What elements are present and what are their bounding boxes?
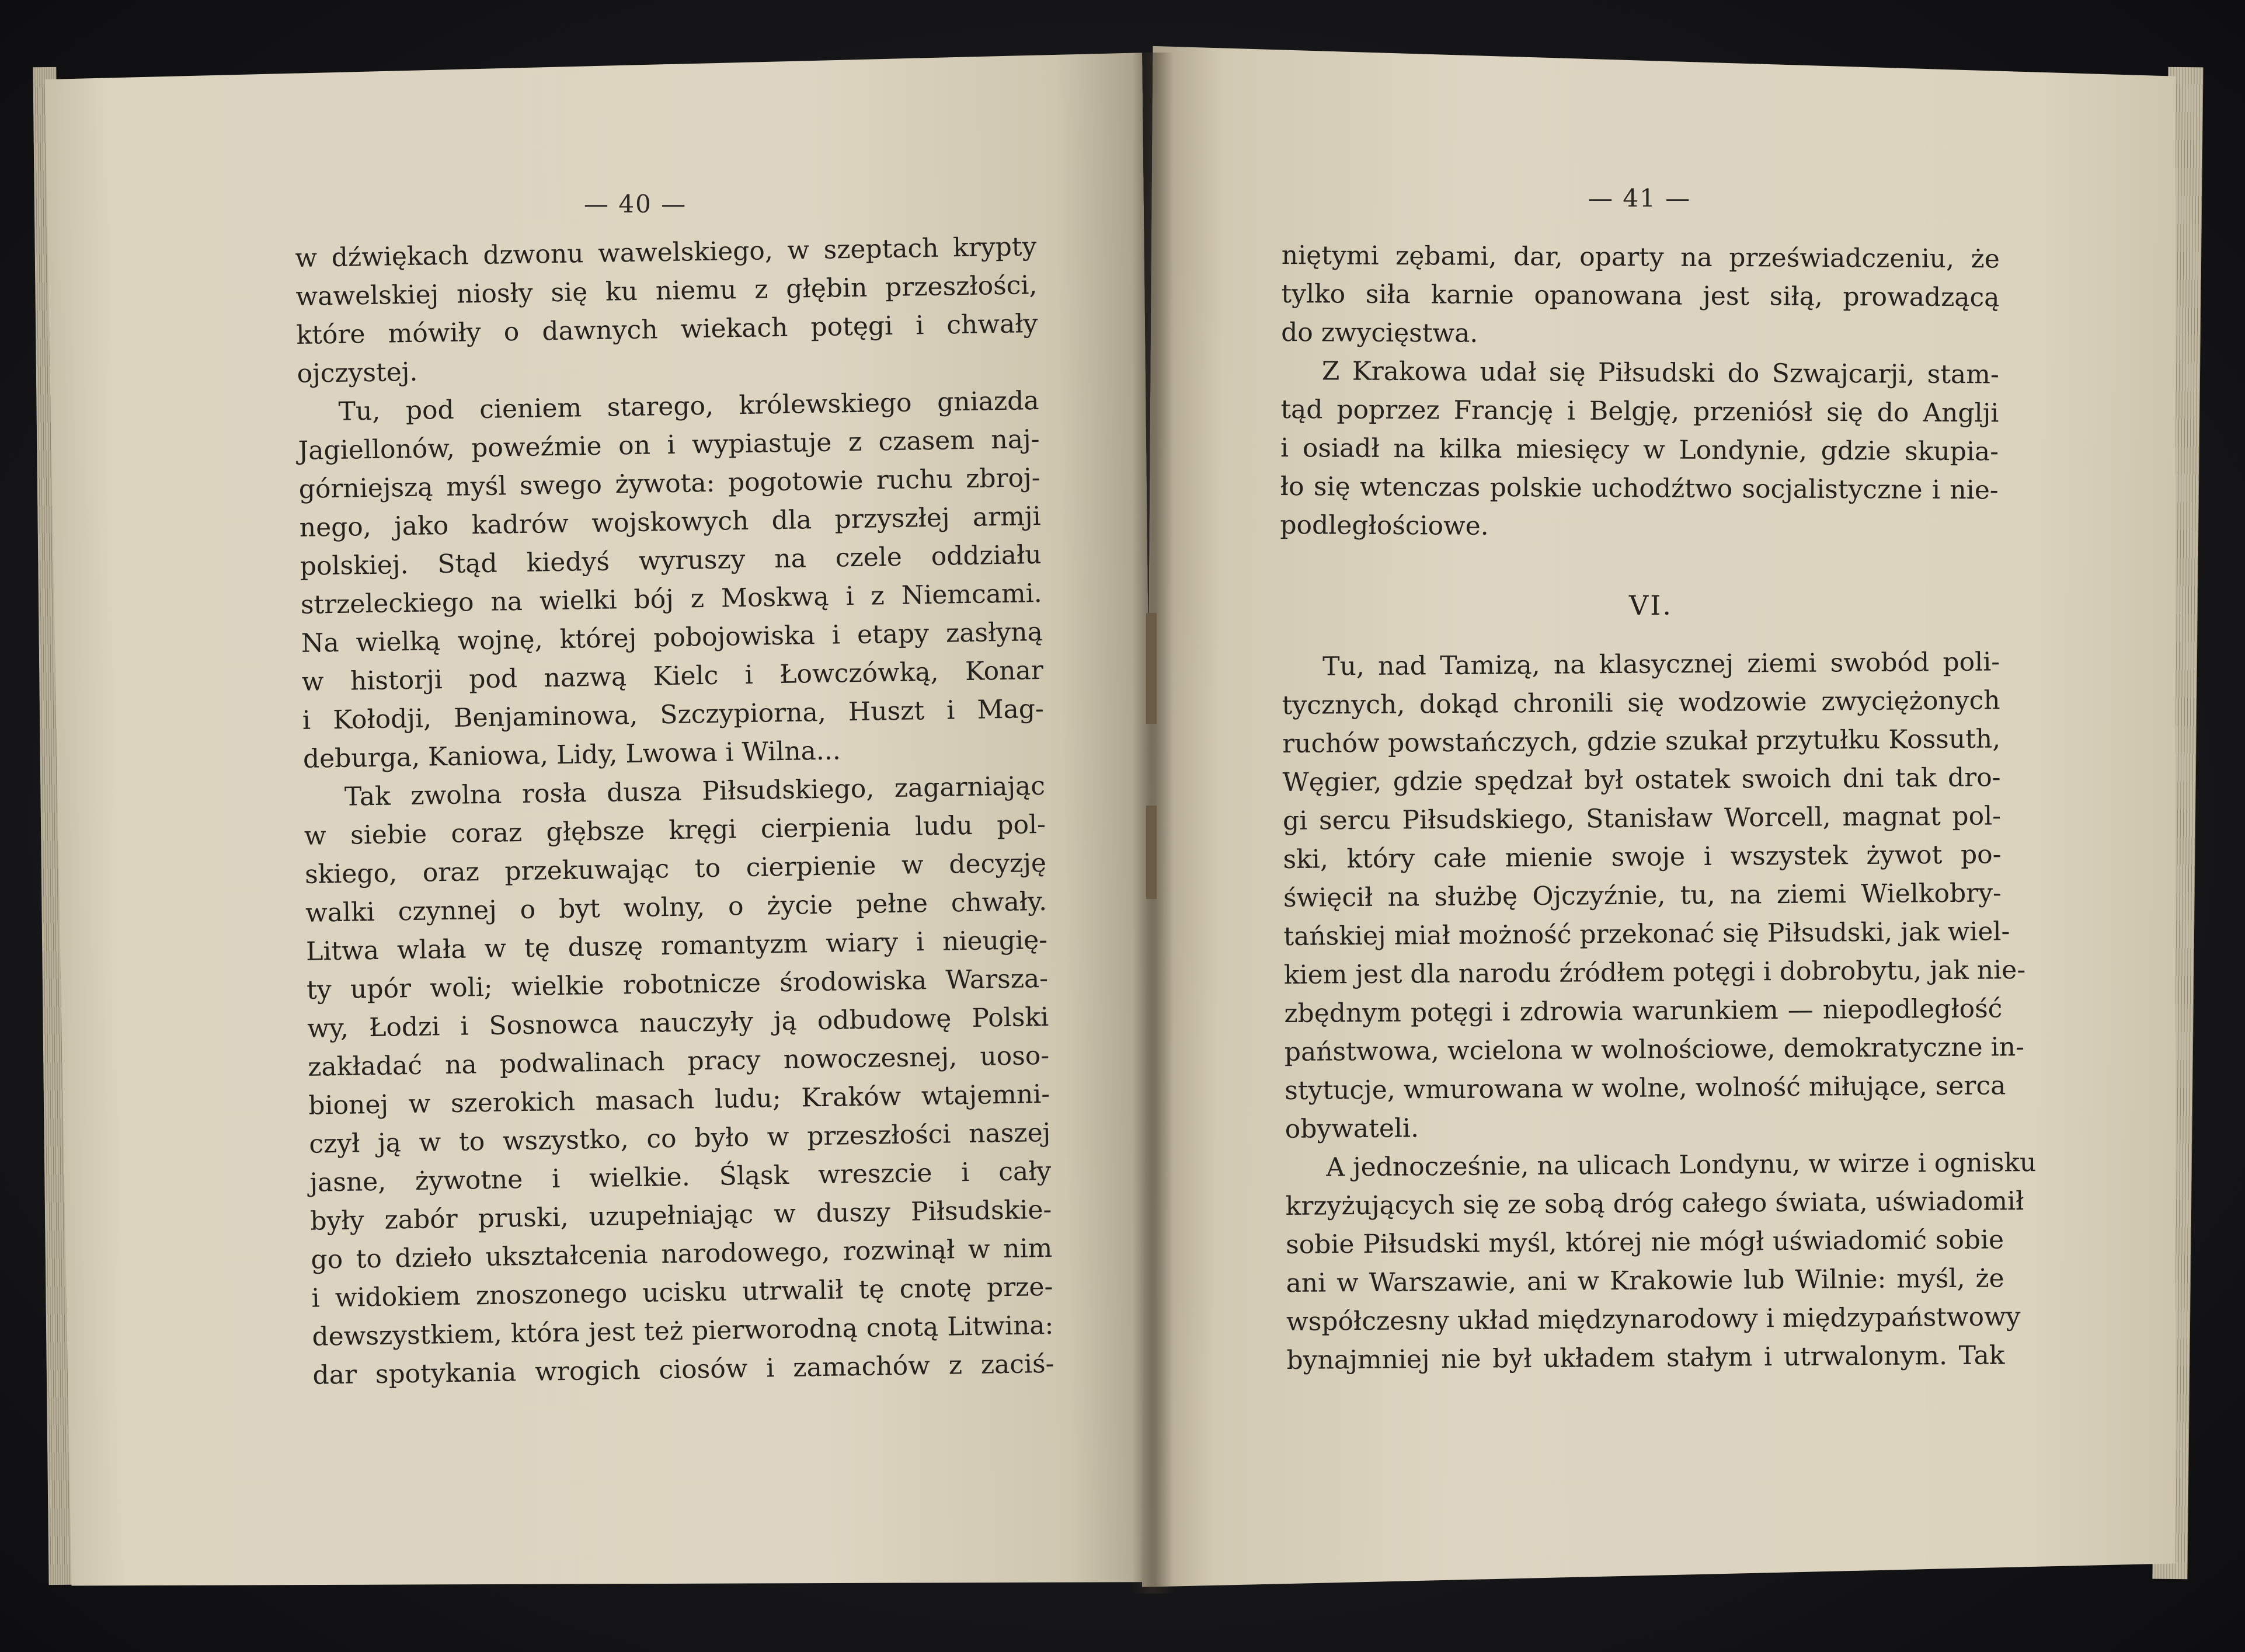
text-line: nego, jako kadrów wojskowych dla przyszłej armji [299, 501, 1042, 543]
text-line: walki czynnej o byt wolny, o życie pełne chwały. [305, 886, 1047, 928]
text-line: ojczystej. [297, 357, 418, 389]
right-page-number: — 41 — [1588, 184, 1691, 212]
chapter-heading: VI. [1629, 590, 1673, 621]
text-line: do zwycięstwa. [1281, 317, 1478, 348]
text-line: podległościowe. [1280, 510, 1489, 541]
text-line: i osiadł na kilka miesięcy w Londynie, gdzie skupia- [1280, 433, 1999, 467]
text-line: A jednocześnie, na ulicach Londynu, w wirze i ognisku [1326, 1147, 2037, 1183]
text-line: które mówiły o dawnych wiekach potęgi i chwały [296, 309, 1038, 350]
text-line: bynajmniej nie był układem stałym i utrwalonym. Tak [1286, 1340, 2005, 1375]
text-line: ło się wtenczas polskie uchodźtwo socjalistyczne i nie- [1280, 471, 1999, 506]
text-line: w dźwiękach dzwonu wawelskiego, w szeptach krypty [295, 232, 1037, 273]
text-line: ani w Warszawie, ani w Krakowie lub Wilnie: myśl, że [1286, 1263, 2004, 1298]
text-line: Tu, pod cieniem starego, królewskiego gniazda [338, 386, 1039, 427]
text-line: tylko siła karnie opanowana jest siłą, prowadzącą [1281, 278, 2000, 313]
text-line: ruchów powstańczych, gdzie szukał przytułku Kossuth, [1282, 724, 2001, 759]
text-line: tycznych, dokąd chronili się wodzowie zwyciężonych [1282, 685, 2000, 720]
text-line: i Kołodji, Benjaminowa, Szczypiorna, Huszt i Mag- [302, 693, 1045, 736]
text-line: dewszystkiem, która jest też pierworodną cnotą Litwina: [312, 1310, 1054, 1352]
text-line: obywateli. [1285, 1113, 1419, 1144]
text-line: go to dzieło ukształcenia narodowego, rozwinął w nim [311, 1233, 1053, 1275]
text-line: deburga, Kaniowa, Lidy, Lwowa i Wilna... [302, 736, 841, 774]
text-line: zakładać na podwalinach pracy nowoczesnej, uoso- [307, 1040, 1050, 1082]
text-line: w historji pod nazwą Kielc i Łowczówką, Konar [301, 655, 1044, 697]
text-line: bionej w szerokich masach ludu; Kraków wtajemni- [308, 1079, 1050, 1121]
binding-stitch [1146, 806, 1157, 899]
text-line: i widokiem znoszonego ucisku utrwalił tę cnotę prze- [311, 1271, 1053, 1313]
text-line: w siebie coraz głębsze kręgi cierpienia ludu pol- [304, 809, 1046, 851]
text-line: niętymi zębami, dar, oparty na przeświadczeniu, że [1281, 240, 2000, 274]
right-page-text-bottom [1282, 643, 2037, 1380]
text-line: strzeleckiego na wielki bój z Moskwą i z Niemcami. [300, 578, 1043, 620]
left-page-number: — 40 — [584, 190, 687, 218]
text-line: polskiej. Stąd kiedyś wyruszy na czele oddziału [300, 539, 1042, 581]
text-line: wy, Łodzi i Sosnowca nauczyły ją odbudowę Polski [307, 1002, 1049, 1044]
left-page-text [295, 228, 1054, 1395]
text-line: współczesny układ międzynarodowy i międzypaństwowy [1286, 1302, 2021, 1337]
text-line: Tak zwolna rosła dusza Piłsudskiego, zagarniając [344, 771, 1046, 812]
text-line: kiem jest dla narodu źródłem potęgi i dobrobytu, jak nie- [1283, 955, 2026, 990]
text-line: zbędnym potęgi i zdrowia warunkiem — niepodległość [1284, 994, 2003, 1029]
text-line: górniejszą myśl swego żywota: pogotowie ruchu zbroj- [298, 463, 1040, 504]
text-line: sobie Piłsudski myśl, której nie mógł uświadomić sobie [1285, 1225, 2004, 1260]
text-line: Litwa wlała w tę duszę romantyzm wiary i nieugię- [305, 925, 1048, 967]
text-line: skiego, oraz przekuwając to cierpienie w decyzję [304, 848, 1047, 890]
text-line: tąd poprzez Francję i Belgję, przeniósł się do Anglji [1280, 394, 1999, 428]
binding-stitch [1146, 613, 1157, 724]
text-line: Węgier, gdzie spędzał był ostatek swoich dni tak dro- [1282, 762, 2001, 797]
text-line: czył ją w to wszystko, co było w przeszłości naszej [308, 1117, 1051, 1159]
text-line: dar spotykania wrogich ciosów i zamachów z zaciś- [312, 1348, 1054, 1390]
text-line: ski, który całe mienie swoje i wszystek żywot po- [1283, 839, 2002, 874]
text-line: Z Krakowa udał się Piłsudski do Szwajcarji, stam- [1321, 356, 1999, 390]
text-line: wawelskiej niosły się ku niemu z głębin przeszłości, [295, 270, 1038, 312]
text-line: stytucje, wmurowana w wolne, wolność miłujące, serca [1285, 1071, 2006, 1106]
text-line: były zabór pruski, uzupełniając w duszy Piłsudskie- [310, 1194, 1052, 1236]
text-line: ty upór woli; wielkie robotnicze środowiska Warsza- [306, 963, 1049, 1005]
text-line: gi sercu Piłsudskiego, Stanisław Worcell, magnat pol- [1282, 801, 2002, 836]
text-line: tańskiej miał możność przekonać się Piłsudski, jak wiel- [1283, 916, 2010, 952]
text-line: Na wielką wojnę, której pobojowiska i etapy zasłyną [301, 616, 1043, 658]
text-line: święcił na służbę Ojczyźnie, tu, na ziemi Wielkobry- [1283, 878, 2002, 913]
text-line: krzyżujących się ze sobą dróg całego świata, uświadomił [1285, 1186, 2024, 1221]
text-line: jasne, żywotne i wielkie. Śląsk wreszcie i cały [309, 1156, 1052, 1198]
right-page-text-top [1280, 236, 2000, 548]
text-line: państwowa, wcielona w wolnościowe, demokratyczne in- [1284, 1032, 2025, 1067]
text-line: Tu, nad Tamizą, na klasycznej ziemi swobód poli- [1322, 647, 2000, 682]
text-line: Jagiellonów, poweźmie on i wypiastuje z czasem naj- [298, 424, 1040, 466]
